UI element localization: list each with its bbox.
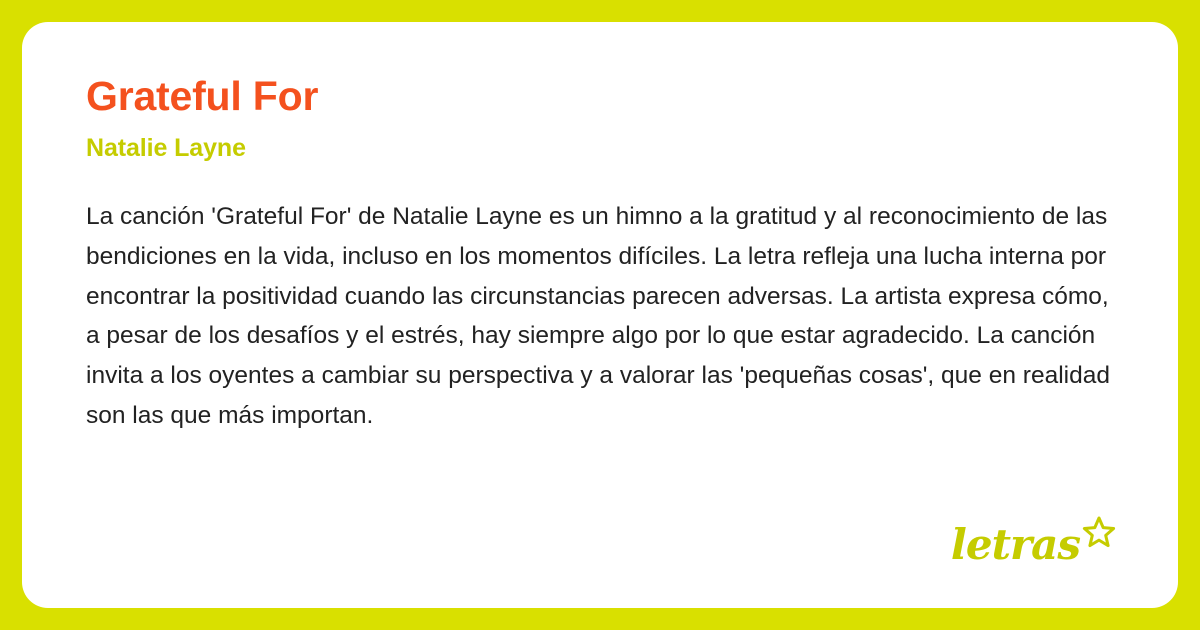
lyrics-summary-card — [22, 22, 1178, 608]
logo-wordmark: letras — [950, 520, 1080, 569]
page-title: Grateful For — [86, 73, 319, 119]
artist-name: Natalie Layne — [86, 134, 246, 163]
letras-logo[interactable] — [950, 515, 1116, 569]
song-description: La canción 'Grateful For' de Natalie Layne es un himno a la gratitud y al reconocimiento de las bendiciones en la vida, incluso en los momentos difíciles. La letra refleja una lucha interna por encontrar la positividad cuando las circunstancias parecen adversas. La artista expresa cómo, a pesar de los desafíos y el estrés, hay siempre algo por lo que estar agradecido. La canción invita a los oyentes a cambiar su perspectiva y a valorar las 'pequeñas cosas', que en realidad son las que más importan. — [86, 203, 1110, 429]
star-outline-icon — [1082, 515, 1116, 554]
